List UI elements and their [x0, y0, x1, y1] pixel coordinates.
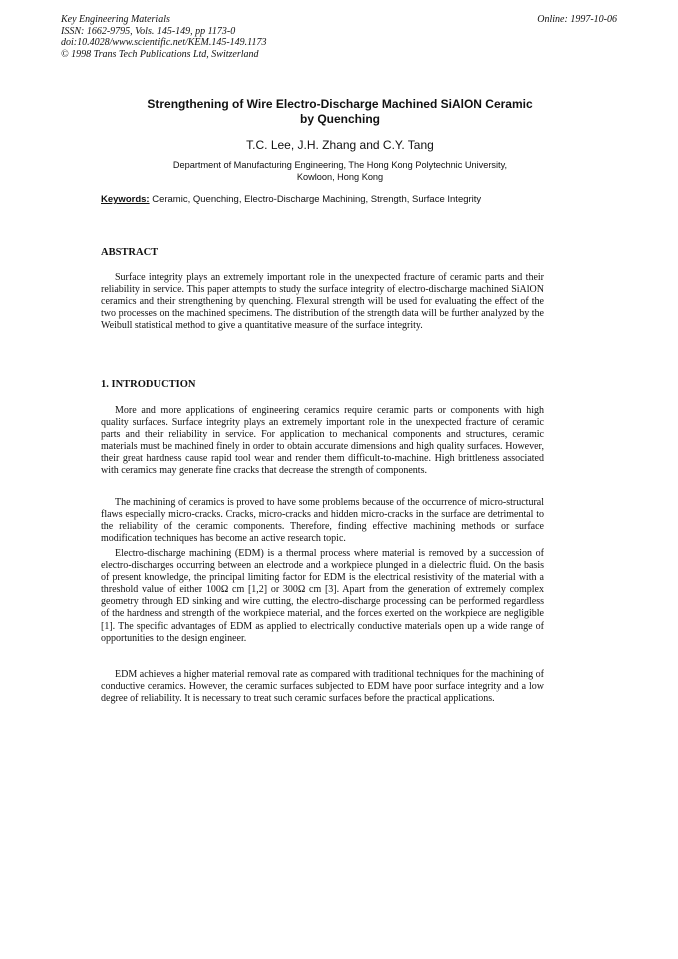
abstract-heading: ABSTRACT	[101, 247, 159, 258]
affiliation-line-2: Kowloon, Hong Kong	[296, 172, 384, 182]
online-date: Online: 1997-10-06	[537, 14, 617, 25]
authors: T.C. Lee, J.H. Zhang and C.Y. Tang	[246, 138, 434, 152]
paper-title	[100, 97, 580, 127]
journal-header	[61, 14, 617, 60]
intro-paragraph-4: EDM achieves a higher material removal rate as compared with traditional techniques for the machining of conductive ceramics. However, the ceramic surfaces subjected to EDM have poor surface integrity and a low degree of reliability. It is necessary to treat such ceramic surfaces before the practical applications.	[101, 669, 544, 705]
doi-line[interactable]: doi:10.4028/www.scientific.net/KEM.145-149.1173	[61, 37, 267, 48]
keywords	[101, 194, 601, 205]
title-line-1: Strengthening of Wire Electro-Discharge Machined SiAlON Ceramic	[147, 97, 533, 111]
intro-paragraph-2: The machining of ceramics is proved to have some problems because of the occurrence of micro-structural flaws especially micro-cracks. Cracks, micro-cracks and hidden micro-cracks in the surface are detrimental to the reliability of the ceramic components. Therefore, finding effective machining methods or surface modification techniques has become an active research topic.	[101, 497, 544, 545]
affiliation-line-1: Department of Manufacturing Engineering, The Hong Kong Polytechnic University,	[172, 160, 508, 170]
keywords-label: Keywords:	[101, 194, 150, 205]
keywords-list: Ceramic, Quenching, Electro-Discharge Machining, Strength, Surface Integrity	[152, 194, 482, 205]
issn-line: ISSN: 1662-9795, Vols. 145-149, pp 1173-0	[61, 25, 236, 37]
affiliation	[100, 159, 580, 183]
copyright-line: © 1998 Trans Tech Publications Ltd, Switzerland	[61, 48, 259, 60]
introduction-heading: 1. INTRODUCTION	[101, 379, 196, 390]
intro-paragraph-1: More and more applications of engineering ceramics require ceramic parts or components with high quality surfaces. Surface integrity plays an extremely important role in the unexpected fracture of ceramic parts and their reliability in service. For application to mechanical components and structures, ceramic materials must be machined finely in order to obtain accurate dimensions and high quality surfaces. However, their great hardness cause rapid tool wear and render them difficult-to-machine. High brittleness associated with ceramics may generate fine cracks that decrease the strength of components.	[101, 405, 544, 477]
abstract-text: Surface integrity plays an extremely important role in the unexpected fracture of ceramic parts and their reliability in service. This paper attempts to study the surface integrity of electro-discharge machined SiAlON ceramics and their strengthening by quenching. Flexural strength will be used for evaluating the effect of the two processes on the machined specimens. The distribution of the strength data will be further analyzed by the Weibull statistical method to give a quantitative measure of the surface integrity.	[101, 272, 544, 332]
title-line-2: by Quenching	[299, 112, 380, 126]
journal-name: Key Engineering Materials	[61, 14, 170, 25]
intro-paragraph-3: Electro-discharge machining (EDM) is a thermal process where material is removed by a succession of electro-discharges occurring between an electrode and a workpiece plunged in a dielectric fluid. On the basis of present knowledge, the principal limiting factor for EDM is the electrical resistivity of the material with a threshold value of either 100Ω cm [1,2] or 300Ω cm [3]. Apart from the generation of extremely complex geometry through ED sinking and wire cutting, the electro-discharge processing can be performed regardless of the hardness and strength of the workpiece material, and the forces exerted on the workpiece are negligible [1]. The specific advantages of EDM as applied to electrically conductive materials open up a wide range of opportunities to the design engineer.	[101, 548, 544, 644]
